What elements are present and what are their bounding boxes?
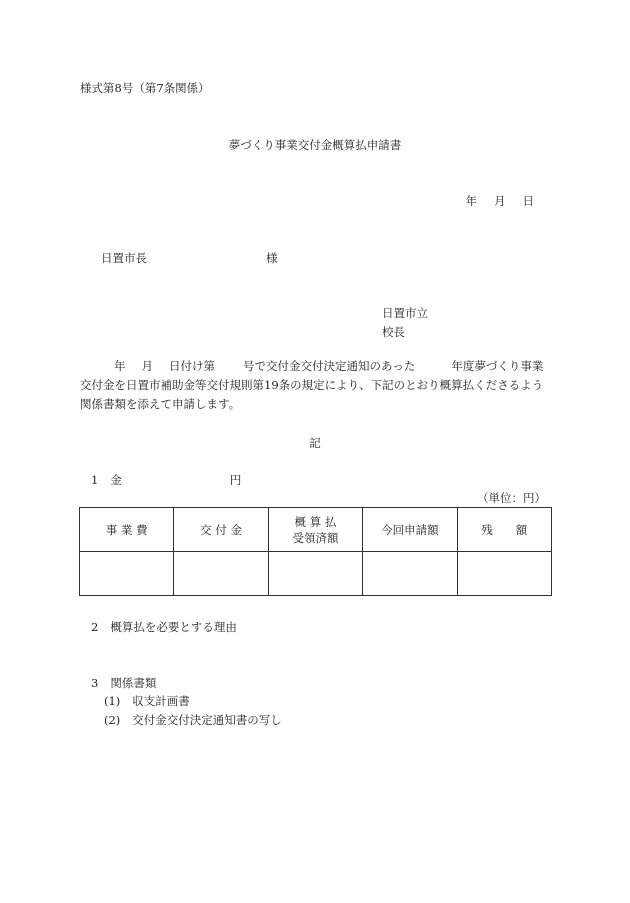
- cell-konkai: [363, 552, 457, 596]
- cell-zangaku: [457, 552, 551, 596]
- item-2-number: 2: [91, 620, 99, 634]
- attachment-2: [104, 712, 282, 728]
- applicant-title: 校長: [382, 325, 405, 339]
- body-number-ref: 号で交付金交付決定通知のあった: [243, 359, 416, 373]
- cell-jigyohi: [80, 552, 174, 596]
- header-zangaku: 残 額: [457, 508, 551, 552]
- body-year: 年: [114, 359, 126, 373]
- header-gaisanbarai: 概 算 払 受領済額: [268, 508, 362, 552]
- applicant-block: [382, 304, 428, 342]
- item-2-label: 概算払を必要とする理由: [110, 620, 237, 634]
- body-month: 月: [141, 359, 153, 373]
- item-1-yen: 円: [229, 473, 242, 487]
- honorific: 様: [266, 251, 278, 265]
- body-main-text: 年度夢づくり事業交付金を日置市補助金等交付規則第19条の規定により、下記のとおり概算払くださるよう関係書類を添えて申請します。: [80, 359, 544, 411]
- document-title: 夢づくり事業交付金概算払申請書: [228, 138, 402, 152]
- date-line: [466, 193, 535, 209]
- item-3-label: 関係書類: [110, 676, 157, 690]
- item-3-documents: [91, 675, 156, 691]
- date-month: 月: [494, 194, 506, 208]
- header-konkai: 今回申請額: [363, 508, 457, 552]
- item-3-number: 3: [91, 676, 99, 690]
- cell-gaisanbarai: [268, 552, 362, 596]
- body-paragraph: [80, 357, 550, 414]
- amounts-table: [79, 507, 552, 596]
- table-header-row: [80, 508, 552, 552]
- item-1-amount: [91, 472, 241, 488]
- attachment-2-number: (2): [104, 713, 121, 727]
- date-day: 日: [522, 194, 534, 208]
- item-1-number: 1: [91, 473, 99, 487]
- date-year: 年: [465, 194, 477, 208]
- header-jigyohi: 事 業 費: [80, 508, 174, 552]
- attachment-1-number: (1): [104, 694, 121, 708]
- body-day-ref: 日付け第: [169, 359, 215, 373]
- applicant-school: 日置市立: [382, 306, 428, 320]
- unit-note: （単位：円）: [477, 491, 546, 505]
- form-number: 様式第8号（第7条関係）: [80, 81, 210, 95]
- attachment-1-label: 収支計画書: [132, 694, 190, 708]
- addressee: 日置市長: [101, 251, 147, 265]
- header-kofukin: 交 付 金: [174, 508, 268, 552]
- attachment-1: [104, 693, 190, 709]
- item-1-label: 金: [110, 473, 122, 487]
- table-row: [80, 552, 552, 596]
- attachment-2-label: 交付金交付決定通知書の写し: [132, 713, 282, 727]
- cell-kofukin: [174, 552, 268, 596]
- ki-heading: 記: [309, 436, 321, 450]
- item-2-reason: [91, 619, 237, 635]
